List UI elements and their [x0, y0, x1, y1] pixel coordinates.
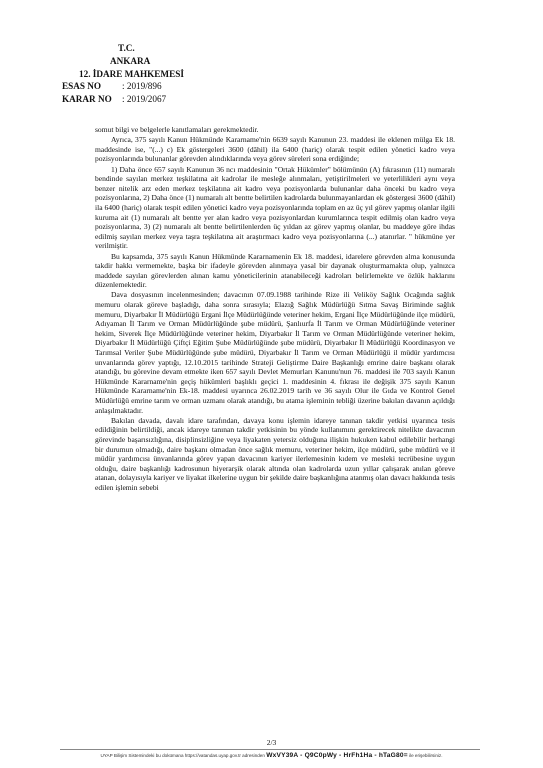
document-header [62, 42, 184, 106]
court-heading: 12. İDARE MAHKEMESİ [79, 68, 184, 79]
karar-label: KARAR NO [62, 94, 112, 105]
footer-text-after: ile erişebilirsiniz. [409, 753, 443, 758]
esas-row [62, 80, 184, 93]
paragraph: Ayrıca, 375 sayılı Kanun Hükmünde Kararname'nin 6639 sayılı Kanunun 23. maddesi ile eklenen mülga Ek 18. maddesinde ise, "(...) c) Ek göstergeleri 3600 (dâhil) ila 6400 (hariç) olarak tespit edilen yönetici kadro veya pozisyonlarında bulunanlar görevden alındıklarında veya görev süreleri sona erdiğinde; [95, 135, 455, 164]
verification-footer [0, 752, 543, 759]
karar-row [62, 93, 184, 106]
city-heading: ANKARA [110, 55, 151, 66]
document-body [95, 125, 455, 493]
footer-text-before: UYAP Bilişim Sistemindeki bu dokümana https://vatandas.uyap.gov.tr adresinden [100, 753, 265, 758]
paragraph: somut bilgi ve belgelerle kanıtlamaları gerekmektedir. [95, 125, 259, 134]
paragraph: Dava dosyasının incelenmesinden; davacının 07.09.1988 tarihinde Rize ili Veliköy Sağlık Ocağında sağlık memuru olarak göreve başladığı, daha sonra sırasıyla; Elazığ Sağlık Müdürlüğü Sıtma Savaş Biriminde sağlık memuru, Diyarbakır İl Müdürlüğü Ergani İlçe Müdürlüğünde veteriner hekim, Ergani İlçe Müdürlüğünde ilçe müdürü, Adıyaman İl Tarım ve Orman Müdürlüğünde şube müdürü, Şanlıurfa İl Tarım ve Orman Müdürlüğünde veteriner hekim, Siverek İlçe Müdürlüğünde veteriner hekim, Diyarbakır İl Tarım ve Orman Müdürlüğünde veteriner hekim, Diyarbakır İl Müdürlüğü Çiftçi Eğitim Şube Müdürlüğünde şube müdürü, Diyarbakır İl Müdürlüğü Koordinasyon ve Tarımsal Veriler Şube Müdürlüğünde şube müdürü, Diyarbakır İl Tarım ve Orman Müdürlüğü il müdür yardımcısı unvanlarında görev yaptığı, 12.10.2015 tarihinde Strateji Geliştirme Daire Başkanlığı emrine daire başkanı olarak atandığı, bu görevine devam etmekte iken 657 sayılı Devlet Memurları Kanunu'nun 76. maddesi ile 703 sayılı Kanun Hükmünde Kararname'nin geçiş hükümleri başlıklı geçici 1. maddesinin 4. fıkrası ile değişik 375 sayılı Kanun Hükmünde Kararname'nin Ek-18. maddesi uyarınca 26.02.2019 tarih ve 36 sayılı Olur ile Gıda ve Kontrol Genel Müdürlüğü emrine tarım ve orman uzmanı olarak atandığı, bu atama işleminin tebliği üzerine bakılan davanın açıldığı anlaşılmaktadır. [95, 290, 455, 415]
verification-code: WxVY39A - Q9C0pWy - HrFh1Ha - hTaG80= [266, 752, 408, 759]
paragraph: 1) Daha önce 657 sayılı Kanunun 36 ncı maddesinin "Ortak Hükümler" bölümünün (A) fıkrasının (11) numaralı bendinde sayılan merkez teşkilatına ait kadrolar ile mesleğe alınmaları, yetiştirilmeleri ve yeterlilikleri aynı veya benzer nitelik arz eden merkez teşkilatına ait kadro veya pozisyonlarda bulunanlar daha önceki bu kadro veya pozisyonlarına, 2) Daha önce (1) numaralı alt bentte belirtilen kadrolarda bulunmayanlardan ek göstergesi 3600 (dâhil) ila 6400 (hariç) olarak tespit edilen yönetici kadro veya pozisyonlarında toplam en az üç yıl görev yapmış olanlar ilgili kuruma ait (1) numaralı alt bentte yer alan kadro veya pozisyonlardan kurumlarınca tespit edilmiş olan kadro veya pozisyonlarına, 3) (2) numaralı alt bentte belirtilenlerden üç yıldan az görev yapmış olanlar, bu maddeye göre ihdas edilmiş sayılan merkez veya taşra teşkilatına ait araştırmacı kadro veya pozisyonlarına (...) atanırlar. " hükmüne yer verilmiştir. [95, 164, 455, 251]
footer-divider [60, 749, 480, 750]
karar-value: : 2019/2067 [122, 94, 167, 105]
paragraph: Bu kapsamda, 375 sayılı Kanun Hükmünde Kararnamenin Ek 18. maddesi, idarelere görevden alma konusunda takdir hakkı vermemekte, başka bir ifadeyle görevden alınmaya yasal bir dayanak oluşturmamakta olup, yalnızca maddede sayılan görevlerden alınan kamu yöneticilerinin atanabileceği kadroları belirlemekte ve özlük haklarını düzenlemektedir. [95, 251, 455, 290]
esas-label: ESAS NO [62, 81, 102, 92]
country-heading: T.C. [118, 43, 135, 53]
paragraph: Bakılan davada, davalı idare tarafından, davaya konu işlemin idareye tanınan takdir yetkisi uyarınca tesis edildiğinin belirtildiği, ancak idareye tanınan takdir yetkisinin bu yönde kullanımını gerektirecek nitelikte davacının görevinde başarısızlığına, disiplinsizliğine veya liyakaten yetersiz olduğuna ilişkin hukuken kabul edilebilir herhangi bir durumun olmadığı, daire başkanı olmadan önce sağlık memuru, veteriner hekim, ilçe müdürü, şube müdürü ve il müdür yardımcısı ünvanlarında görev yapan davacının kariyer ilerlemesinin kıdem ve mesleki tecrübesine uygun olduğu, daire başkanlığı kadrosunun hiyerarşik olarak altında olan kadrolarda uzun yıllar çalışarak anılan göreve atanan, dolayısıyla kariyer ve liyakat ilkelerine uygun bir şekilde daire başkanlığına atanmış olan davacı hakkında tesis edilen işlemin sebebi [95, 415, 455, 492]
page-number: 2/3 [266, 738, 277, 747]
esas-value: : 2019/896 [122, 81, 162, 92]
